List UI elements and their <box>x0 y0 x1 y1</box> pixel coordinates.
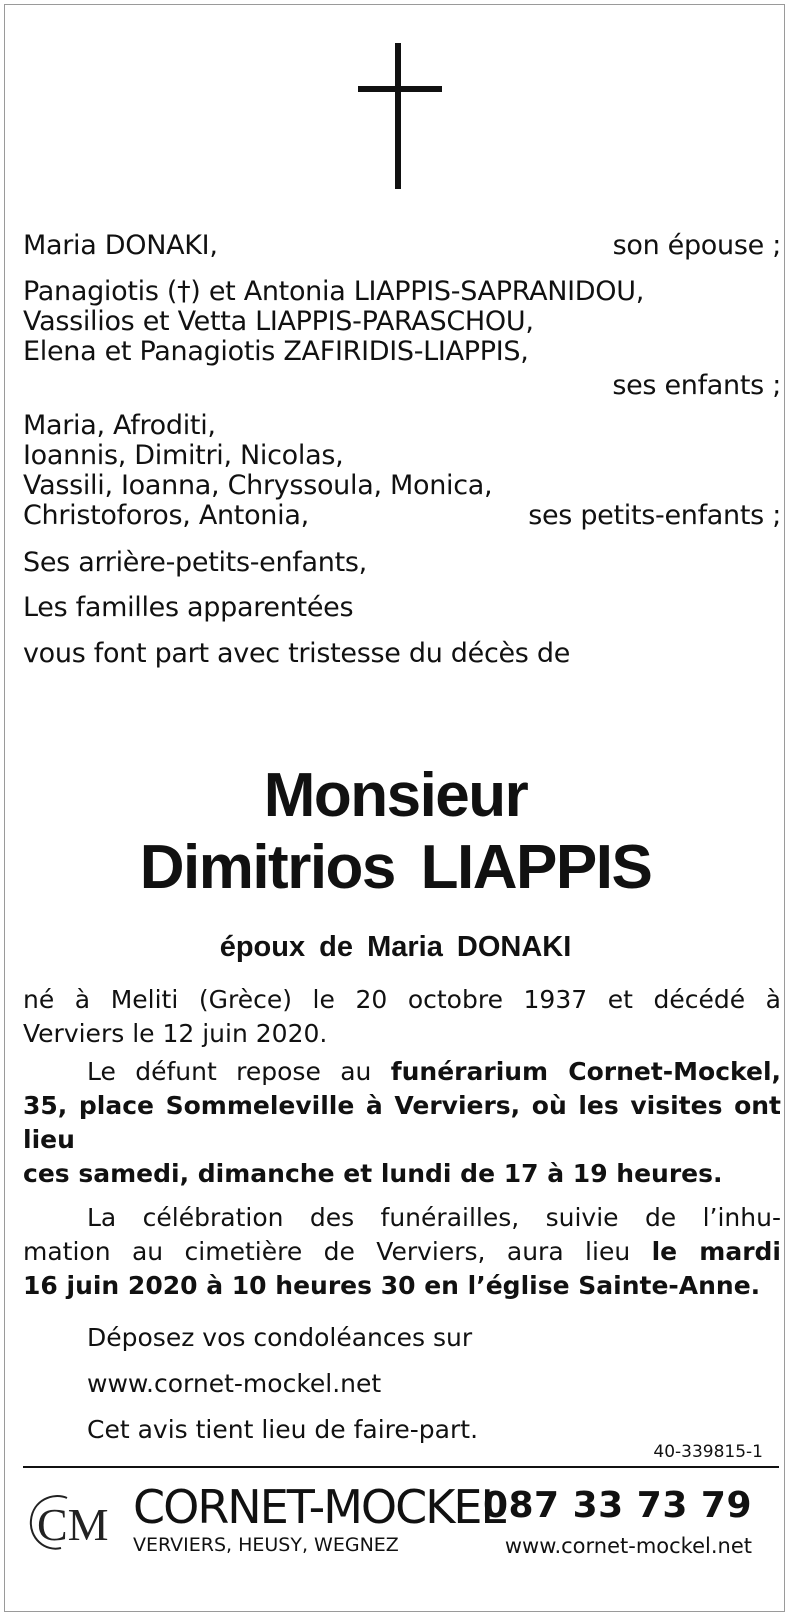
funeral-line <box>23 1235 781 1269</box>
spouse-of: époux de Maria DONAKI <box>219 931 572 963</box>
reference-number: 40-339815-1 <box>653 1442 763 1462</box>
grandchild-line: Ioannis, Dimitri, Nicolas, <box>23 440 344 471</box>
grandchildren-label: ses petits-enfants ; <box>528 500 781 531</box>
child-line: Elena et Panagiotis ZAFIRIDIS-LIAPPIS, <box>23 336 529 367</box>
rest-line <box>23 1089 781 1157</box>
children-list <box>23 277 781 367</box>
birth-line: Verviers le 12 juin 2020. <box>23 1019 328 1048</box>
company-phone: 087 33 73 79 <box>482 1485 752 1526</box>
funeral-text: mation au cimetière de Verviers, aura lieu <box>23 1237 652 1266</box>
obituary-notice <box>4 4 785 1612</box>
notice-line: Cet avis tient lieu de faire-part. <box>87 1415 479 1444</box>
grandchild-line: Maria, Afroditi, <box>23 410 216 441</box>
child-line: Panagiotis (†) et Antonia LIAPPIS-SAPRANIDOU, <box>23 276 644 307</box>
funeral-date-start: le mardi <box>651 1237 781 1266</box>
funeral-date: 16 juin 2020 à 10 heures 30 en l’église Sainte-Anne. <box>23 1271 761 1300</box>
great-grandchildren: Ses arrière-petits-enfants, <box>23 547 367 578</box>
rest-line <box>23 1157 781 1191</box>
deceased-title: Monsieur <box>263 761 528 830</box>
grandchild-line: Christoforos, Antonia, <box>23 500 309 531</box>
funerarium: funérarium Cornet-Mockel, <box>390 1057 782 1086</box>
cross-icon <box>358 43 442 189</box>
divider <box>23 1466 779 1468</box>
relatives: Les familles apparentées <box>23 592 354 623</box>
announcement: vous font part avec tristesse du décès de <box>23 638 571 669</box>
spouse-row <box>23 231 781 271</box>
child-line: Vassilios et Vetta LIAPPIS-PARASCHOU, <box>23 306 534 337</box>
details-section <box>23 983 781 1453</box>
spouse-name: Maria DONAKI, <box>23 230 218 261</box>
family-section <box>23 231 781 677</box>
funeral-line <box>23 1269 781 1303</box>
deceased-name: Dimitrios LIAPPIS <box>139 833 652 902</box>
grandchild-line: Vassili, Ioanna, Chryssoula, Monica, <box>23 470 493 501</box>
company-website[interactable]: www.cornet-mockel.net <box>504 1534 752 1558</box>
condolences-website[interactable]: www.cornet-mockel.net <box>87 1369 382 1398</box>
birth-line: né à Meliti (Grèce) le 20 octobre 1937 et décédé à <box>23 985 781 1014</box>
grandchild-last-row <box>23 501 781 531</box>
cornet-mockel-logo <box>27 1490 117 1560</box>
funeral-line: La célébration des funérailles, suivie de l’inhu- <box>87 1203 781 1232</box>
spouse-label: son épouse ; <box>612 230 781 261</box>
rest-intro: Le défunt repose au <box>87 1057 391 1086</box>
children-label: ses enfants ; <box>612 370 781 401</box>
visiting-hours: ces samedi, dimanche et lundi de 17 à 19 heures. <box>23 1159 723 1188</box>
footer <box>5 1470 785 1610</box>
condolences-line: Déposez vos condoléances sur <box>87 1323 473 1352</box>
rest-address: 35, place Sommeleville à Verviers, où les visites ont lieu <box>23 1091 781 1154</box>
grandchildren-list <box>23 411 781 531</box>
company-name: CORNET-MOCKEL <box>133 1480 505 1534</box>
logo-monogram: CM <box>37 1499 109 1550</box>
company-locations: VERVIERS, HEUSY, WEGNEZ <box>133 1534 399 1556</box>
rest-line <box>23 1055 781 1089</box>
